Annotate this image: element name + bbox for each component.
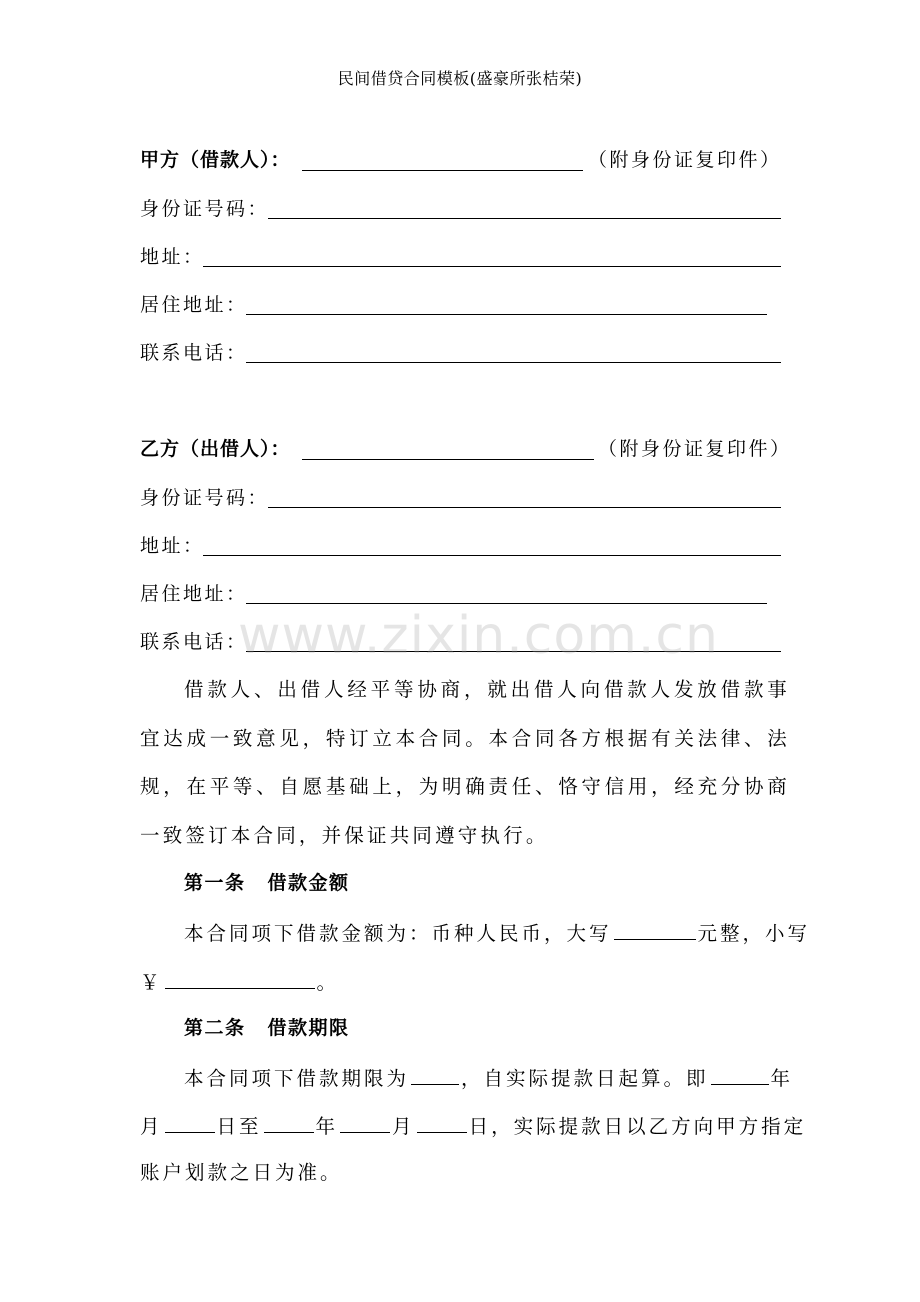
party-a-id-line [268, 218, 781, 219]
end-day-blank [417, 1110, 467, 1133]
party-a-id-label: 身份证号码： [140, 198, 270, 220]
party-a-phone-line [246, 362, 781, 363]
article-1-subtitle: 借款金额 [267, 872, 350, 894]
amount-words-blank [614, 917, 696, 940]
article-2-line2-c: 年 [315, 1115, 339, 1138]
watermark: www.zixin.com.cn [238, 606, 719, 666]
party-b-note: （附身份证复印件） [598, 438, 792, 460]
end-month-blank [340, 1110, 390, 1133]
start-year-blank [711, 1062, 769, 1085]
article-2-line-3: 账户划款之日为准。 [140, 1161, 343, 1184]
article-1-line-2 [140, 966, 339, 996]
party-a-name-line [302, 170, 583, 171]
article-2-line2-d: 月 [392, 1115, 415, 1138]
article-2-line2-b: 日至 [216, 1115, 262, 1138]
article-2-line-2 [140, 1110, 806, 1140]
currency-symbol: ￥ [140, 971, 163, 994]
article-2-line2-a: 月 [140, 1115, 163, 1138]
party-b-residence-line [246, 603, 767, 604]
party-a-address-label: 地址： [140, 246, 205, 268]
article-2-heading [184, 1014, 350, 1042]
party-b-address-line [203, 555, 781, 556]
article-2-line1-a: 本合同项下借款期限为 [184, 1067, 410, 1090]
article-1-heading [184, 869, 350, 897]
article-2-line1-c: 年 [770, 1067, 794, 1090]
article-1-text-mid: 元整，小写 [697, 922, 811, 945]
article-1-end: 。 [316, 971, 340, 994]
start-month-blank [165, 1110, 215, 1133]
article-1-line-1 [184, 917, 810, 947]
party-b-address-label: 地址： [140, 535, 205, 557]
party-b-phone-line [246, 651, 781, 652]
amount-figures-blank [165, 966, 315, 989]
article-1-number: 第一条 [184, 872, 246, 894]
article-2-line1-b: ，自实际提款日起算。即 [461, 1067, 709, 1090]
article-2-line-1 [184, 1062, 793, 1092]
party-a-residence-label: 居住地址： [140, 294, 248, 316]
term-blank [411, 1062, 459, 1085]
article-1-text-before: 本合同项下借款金额为：币种人民币，大写 [184, 922, 612, 945]
document-header: 民间借贷合同模板(盛豪所张桔荣) [337, 69, 583, 88]
party-b-title: 乙方（出借人）： [140, 438, 291, 460]
party-b-residence-label: 居住地址： [140, 583, 248, 605]
party-b-phone-label: 联系电话： [140, 631, 248, 653]
party-a-address-line [203, 266, 781, 267]
article-2-line2-e: 日，实际提款日以乙方向甲方指定 [468, 1115, 807, 1138]
party-a-title: 甲方（借款人）： [140, 149, 291, 171]
article-2-number: 第二条 [184, 1017, 246, 1039]
end-year-blank [264, 1110, 314, 1133]
party-a-phone-label: 联系电话： [140, 342, 248, 364]
party-b-id-label: 身份证号码： [140, 487, 270, 509]
party-a-residence-line [246, 314, 767, 315]
party-a-note: （附身份证复印件） [588, 149, 782, 171]
preamble-paragraph: 借款人、出借人经平等协商，就出借人向借款人发放借款事宜达成一致意见，特订立本合同。本合同各方根据有关法律、法规，在平等、自愿基础上，为明确责任、恪守信用，经充分协商一致签订本合同，并保证共同遵守执行。 [140, 678, 790, 847]
party-b-name-line [302, 459, 594, 460]
article-2-subtitle: 借款期限 [267, 1017, 350, 1039]
party-b-id-line [268, 507, 781, 508]
